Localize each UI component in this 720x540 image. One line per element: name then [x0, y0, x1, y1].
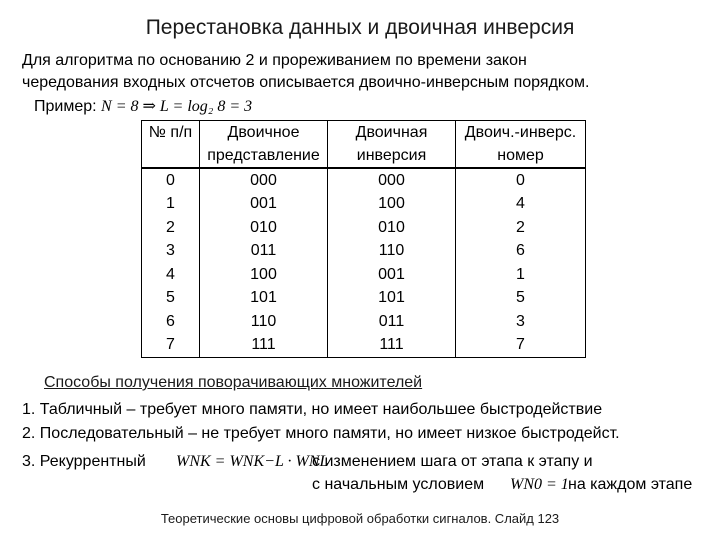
table-cell: 100 [200, 263, 328, 287]
table-cell: 7 [456, 334, 586, 358]
table-cell: 011 [328, 310, 456, 334]
table-cell: 111 [200, 334, 328, 358]
table-row [142, 240, 586, 264]
table-cell: 011 [200, 240, 328, 264]
method-item-3-label: 3. Рекуррентный [22, 453, 146, 470]
table-row [142, 216, 586, 240]
header-cell: № п/п [142, 121, 200, 145]
example-formula: N = 8 ⇒ L = log₂ 8 = 3 [101, 98, 253, 115]
table-cell: 101 [200, 287, 328, 311]
table-row [142, 263, 586, 287]
method-item-3-text-3: на каждом этапе [568, 476, 693, 493]
method-item-3-text-2: с начальным условием [312, 476, 485, 493]
table-cell: 100 [328, 193, 456, 217]
table-cell: 000 [200, 168, 328, 193]
table-cell: 6 [456, 240, 586, 264]
example [34, 96, 252, 116]
example-label: Пример: [34, 98, 97, 115]
slide-footer: Теоретические основы цифровой обработки сигналов. Слайд 123 [160, 511, 560, 526]
binary-inversion-table [141, 120, 586, 358]
header-cell: Двоичное [200, 121, 328, 145]
table-cell: 000 [328, 168, 456, 193]
method-item-3-text-1: с изменением шага от этапа к этапу и [312, 453, 593, 470]
methods-title: Способы получения поворачивающих множителей [44, 374, 423, 391]
table-cell: 2 [456, 216, 586, 240]
table-cell: 5 [456, 287, 586, 311]
table-cell: 001 [200, 193, 328, 217]
intro-line-1: Для алгоритма по основанию 2 и прореживанием по времени закон [22, 52, 527, 69]
header-cell: Двоичная [328, 121, 456, 145]
table-cell: 010 [200, 216, 328, 240]
table-cell: 101 [328, 287, 456, 311]
table-row [142, 334, 586, 358]
table-row [142, 310, 586, 334]
recurrent-formula: WNK = WNK−L · WNL [176, 453, 329, 470]
table-cell: 2 [142, 216, 200, 240]
table-row [142, 193, 586, 217]
table-cell: 0 [142, 168, 200, 193]
table-cell: 4 [456, 193, 586, 217]
table-header-row-1 [142, 121, 586, 145]
slide-title: Перестановка данных и двоичная инверсия [145, 16, 575, 39]
table-cell: 110 [200, 310, 328, 334]
header-cell: представление [200, 144, 328, 168]
intro-line-2: чередования входных отсчетов описывается двоично-инверсным порядком. [22, 74, 590, 91]
initial-condition-formula: WN0 = 1 [510, 476, 569, 493]
table-cell: 1 [456, 263, 586, 287]
method-item-1: 1. Табличный – требует много памяти, но имеет наибольшее быстродействие [22, 401, 603, 418]
table-cell: 4 [142, 263, 200, 287]
table-cell: 3 [142, 240, 200, 264]
table-header-row-2 [142, 144, 586, 168]
table-row [142, 287, 586, 311]
table-cell: 111 [328, 334, 456, 358]
header-cell: номер [456, 144, 586, 168]
table-cell: 1 [142, 193, 200, 217]
table-cell: 3 [456, 310, 586, 334]
header-cell: Двоич.-инверс. [456, 121, 586, 145]
table-cell: 110 [328, 240, 456, 264]
table-cell: 5 [142, 287, 200, 311]
table-cell: 7 [142, 334, 200, 358]
method-item-2: 2. Последовательный – не требует много памяти, но имеет низкое быстродейст. [22, 425, 620, 442]
table-cell: 010 [328, 216, 456, 240]
table-cell: 0 [456, 168, 586, 193]
table-cell: 001 [328, 263, 456, 287]
header-cell [142, 144, 200, 168]
table-row [142, 168, 586, 193]
header-cell: инверсия [328, 144, 456, 168]
table-cell: 6 [142, 310, 200, 334]
